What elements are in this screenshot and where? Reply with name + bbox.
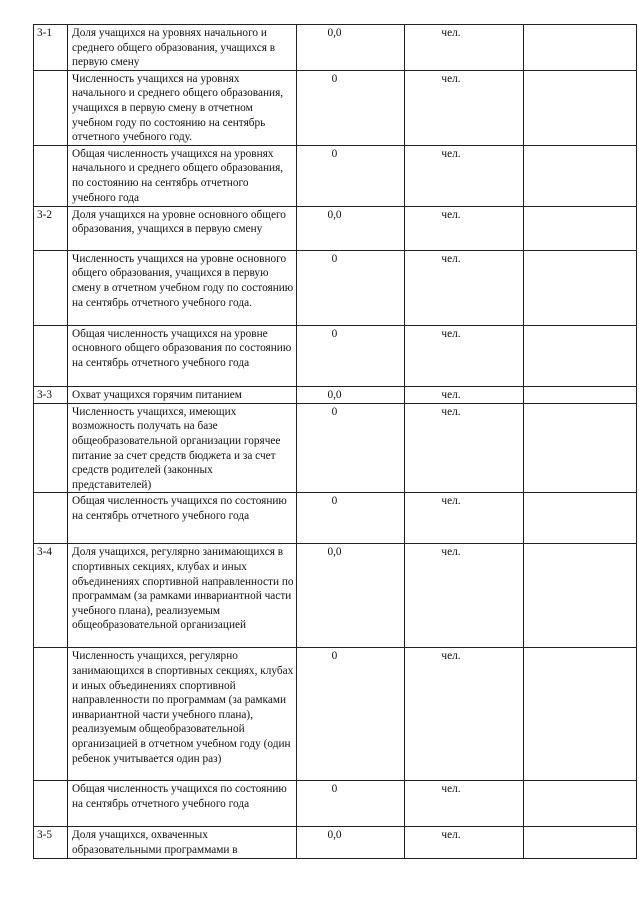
row-description: Общая численность учащихся по состоянию на сентябрь отчетного учебного года (68, 781, 297, 827)
row-unit: чел. (405, 648, 524, 781)
row-description: Доля учащихся, регулярно занимающихся в спортивных секциях, клубах и иных объединениях спортивной направленности по программам (за рамками инвариантной части учебного плана), реализуемым общеобразовательной организацией (68, 544, 297, 648)
row-description: Численность учащихся на уровнях начального и среднего общего образования, учащихся в первую смену в отчетном учебном году по состоянию на сентябрь отчетного учебного году. (68, 70, 297, 145)
table-row (34, 386, 637, 403)
table-row (34, 325, 637, 386)
table-row (34, 781, 637, 827)
row-description: Доля учащихся на уровне основного общего образования, учащихся в первую смену (68, 206, 297, 250)
row-code (34, 493, 68, 544)
row-value: 0 (297, 403, 405, 493)
row-note (524, 827, 637, 858)
row-value: 0,0 (297, 544, 405, 648)
table-row (34, 70, 637, 145)
row-value: 0 (297, 145, 405, 206)
table-row (34, 403, 637, 493)
row-code: 3-2 (34, 206, 68, 250)
row-unit: чел. (405, 25, 524, 71)
row-code (34, 325, 68, 386)
row-code (34, 781, 68, 827)
row-description: Доля учащихся, охваченных образовательными программами в (68, 827, 297, 858)
row-unit: чел. (405, 493, 524, 544)
row-description: Численность учащихся, имеющих возможность получать на базе общеобразовательной организации горячее питание за счет средств бюджета и за счет средств родителей (законных представителей) (68, 403, 297, 493)
row-code: 3-5 (34, 827, 68, 858)
row-value: 0 (297, 493, 405, 544)
row-note (524, 648, 637, 781)
row-unit: чел. (405, 386, 524, 403)
row-note (524, 781, 637, 827)
row-note (524, 70, 637, 145)
row-unit: чел. (405, 325, 524, 386)
row-value: 0,0 (297, 386, 405, 403)
table-row (34, 250, 637, 325)
row-description: Охват учащихся горячим питанием (68, 386, 297, 403)
row-note (524, 386, 637, 403)
row-code: 3-4 (34, 544, 68, 648)
row-description: Общая численность учащихся на уровнях начального и среднего общего образования, по состоянию на сентябрь отчетного учебного года (68, 145, 297, 206)
row-unit: чел. (405, 145, 524, 206)
table-row (34, 206, 637, 250)
row-unit: чел. (405, 781, 524, 827)
row-value: 0 (297, 648, 405, 781)
row-unit: чел. (405, 250, 524, 325)
row-value: 0,0 (297, 206, 405, 250)
row-description: Численность учащихся, регулярно занимающихся в спортивных секциях, клубах и иных объединениях спортивной направленности по программам (за рамками инвариантной части учебного плана), реализуемым общеобразовательной организацией в отчетном учебном году (один ребенок учитывается один раз) (68, 648, 297, 781)
row-note (524, 544, 637, 648)
row-note (524, 25, 637, 71)
row-code (34, 403, 68, 493)
row-unit: чел. (405, 827, 524, 858)
table-row (34, 145, 637, 206)
table-row (34, 544, 637, 648)
row-description: Общая численность учащихся на уровне основного общего образования по состоянию на сентябрь отчетного учебного года (68, 325, 297, 386)
row-note (524, 325, 637, 386)
row-note (524, 493, 637, 544)
row-code: 3-3 (34, 386, 68, 403)
row-description: Общая численность учащихся по состоянию на сентябрь отчетного учебного года (68, 493, 297, 544)
table-row (34, 648, 637, 781)
indicators-table (33, 24, 637, 859)
table-row (34, 827, 637, 858)
row-note (524, 403, 637, 493)
row-unit: чел. (405, 544, 524, 648)
row-description: Численность учащихся на уровне основного общего образования, учащихся в первую смену в отчетном учебном году по состоянию на сентябрь отчетного учебного года. (68, 250, 297, 325)
table-row (34, 493, 637, 544)
row-value: 0 (297, 325, 405, 386)
table-row (34, 25, 637, 71)
row-value: 0,0 (297, 827, 405, 858)
row-value: 0 (297, 781, 405, 827)
row-value: 0,0 (297, 25, 405, 71)
row-note (524, 250, 637, 325)
row-unit: чел. (405, 206, 524, 250)
row-code (34, 250, 68, 325)
row-unit: чел. (405, 403, 524, 493)
row-unit: чел. (405, 70, 524, 145)
row-value: 0 (297, 250, 405, 325)
row-code (34, 648, 68, 781)
row-note (524, 145, 637, 206)
row-note (524, 206, 637, 250)
row-value: 0 (297, 70, 405, 145)
row-description: Доля учащихся на уровнях начального и среднего общего образования, учащихся в первую смену (68, 25, 297, 71)
row-code (34, 70, 68, 145)
row-code (34, 145, 68, 206)
row-code: 3-1 (34, 25, 68, 71)
